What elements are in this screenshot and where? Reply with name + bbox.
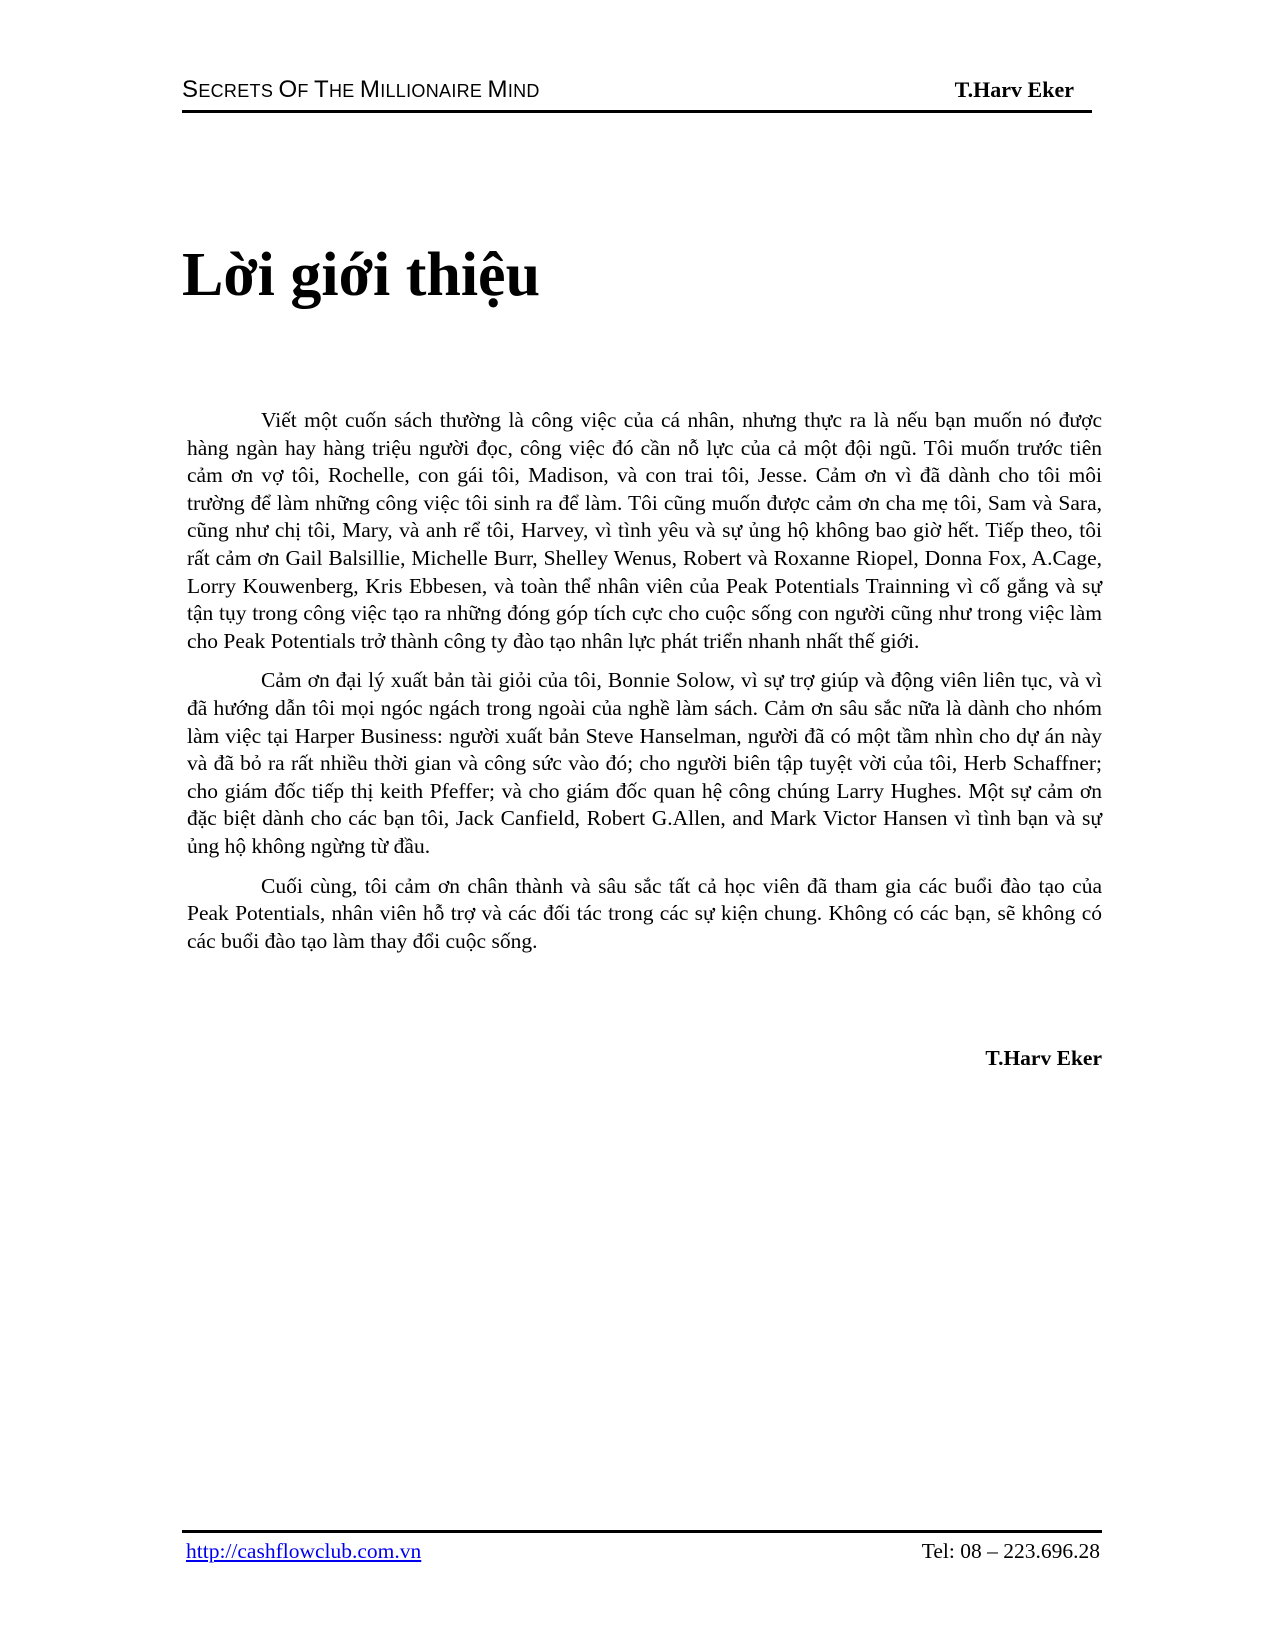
- book-title-word: SECRETS: [182, 76, 279, 103]
- page-header: [182, 70, 1092, 113]
- book-title: [182, 76, 540, 104]
- book-title-word: MIND: [487, 76, 540, 103]
- chapter-title: Lời giới thiệu: [182, 241, 541, 309]
- book-title-word: THE: [314, 76, 360, 103]
- header-author: T.Harv Eker: [954, 77, 1074, 102]
- paragraph-acknowledgements-students: Cuối cùng, tôi cảm ơn chân thành và sâu sắc tất cả học viên đã tham gia các buổi đào tạo của Peak Potentials, nhân viên hỗ trợ và các đối tác trong các sự kiện chung. Không có các bạn, sẽ không có các buổi đào tạo làm thay đổi cuộc sống.: [187, 873, 1102, 953]
- book-title-word: OF: [278, 76, 315, 103]
- paragraph-acknowledgements-family: Viết một cuốn sách thường là công việc của cá nhân, nhưng thực ra là nếu bạn muốn nó được hàng ngàn hay hàng triệu người đọc, công việc đó cần nỗ lực của cả một đội ngũ. Tôi muốn trước tiên cảm ơn vợ tôi, Rochelle, con gái tôi, Madison, và con trai tôi, Jesse. Cảm ơn vì đã dành cho tôi môi trường để làm những công việc tôi sinh ra để làm. Tôi cũng muốn được cảm ơn cha mẹ tôi, Sam và Sara, cũng như chị tôi, Mary, và anh rể tôi, Harvey, vì tình yêu và sự ủng hộ không bao giờ hết. Tiếp theo, tôi rất cảm ơn Gail Balsillie, Michelle Burr, Shelley Wenus, Robert và Roxanne Riopel, Donna Fox, A.Cage, Lorry Kouwenberg, Kris Ebbesen, và toàn thể nhân viên của Peak Potentials Trainning vì cố gắng và sự tận tụy trong công việc tạo ra những đóng góp tích cực cho cuộc sống con người cũng như trong việc làm cho Peak Potentials trở thành công ty đào tạo nhân lực phát triển nhanh nhất thế giới.: [187, 408, 1102, 653]
- page-footer: [182, 1530, 1102, 1573]
- phone-number: Tel: 08 – 223.696.28: [921, 1539, 1100, 1563]
- body-text: [187, 407, 1102, 967]
- website-link[interactable]: http://cashflowclub.com.vn: [186, 1539, 422, 1563]
- signature: T.Harv Eker: [985, 1046, 1102, 1070]
- paragraph-acknowledgements-publisher: Cảm ơn đại lý xuất bản tài giỏi của tôi, Bonnie Solow, vì sự trợ giúp và động viên liên tục, và vì đã hướng dẫn tôi mọi ngóc ngách trong ngoài của nghề làm sách. Cảm ơn sâu sắc nữa là dành cho nhóm làm việc tại Harper Business: người xuất bản Steve Hanselman, người đã có một tầm nhìn cho dự án này và đã bỏ ra rất nhiều thời gian và công sức vào đó; cho người biên tập tuyệt vời của tôi, Herb Schaffner; cho giám đốc tiếp thị keith Pfeffer; và cho giám đốc quan hệ công chúng Larry Hughes. Một sự cảm ơn đặc biệt dành cho các bạn tôi, Jack Canfield, Robert G.Allen, and Mark Victor Hansen vì tình bạn và sự ủng hộ không ngừng từ đầu.: [187, 668, 1102, 858]
- book-title-word: MILLIONAIRE: [359, 76, 488, 103]
